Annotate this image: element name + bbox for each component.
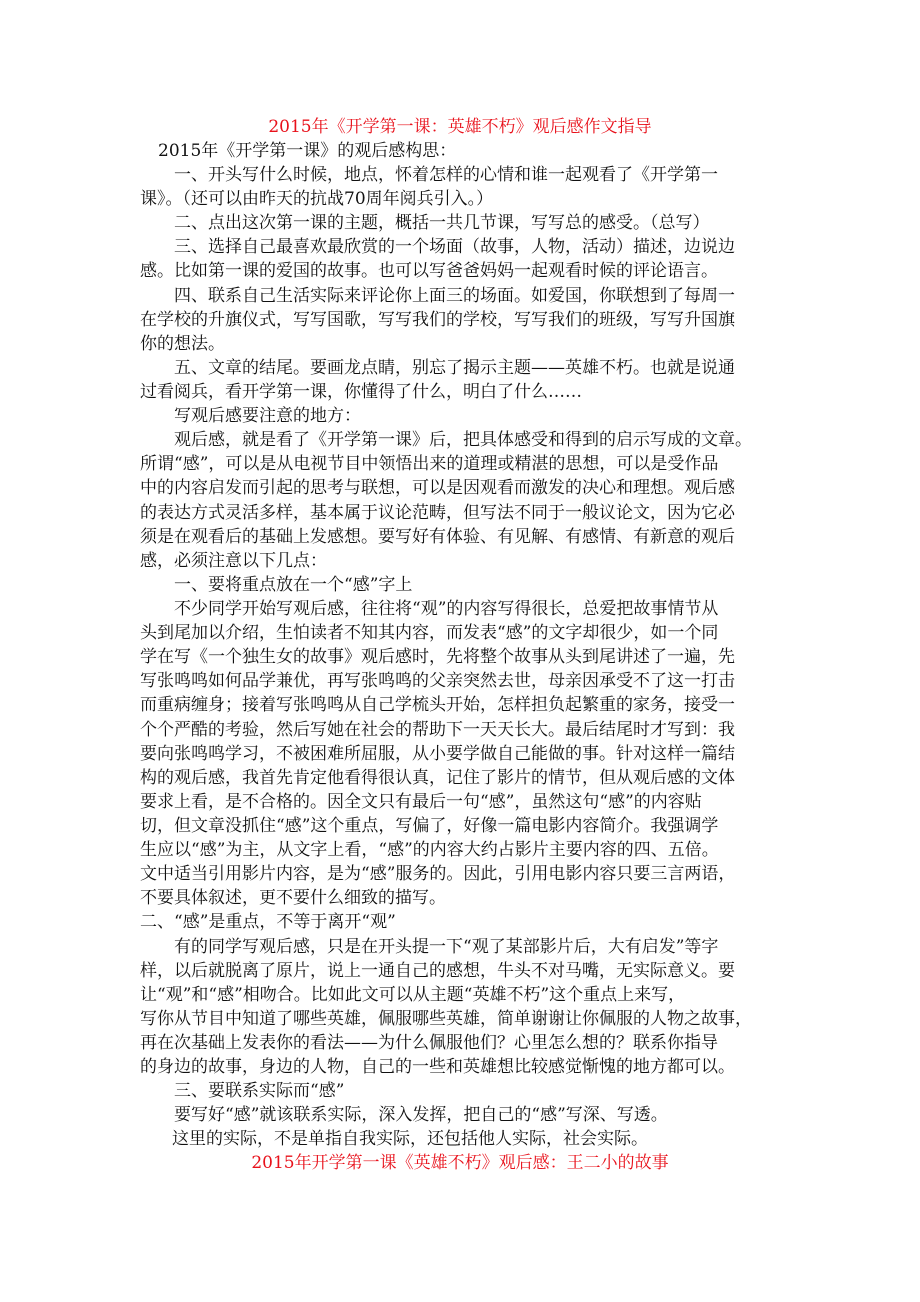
body-line: 的身边的故事，身边的人物，自己的一些和英雄想比较感觉惭愧的地方都可以。 [140, 1057, 735, 1077]
body-line: 学在写《一个独生女的故事》观后感时，先将整个故事从头到尾讲述了一遍，先 [140, 647, 735, 667]
body-line: 构的观后感，我首先肯定他看得很认真，记住了影片的情节，但从观后感的文体 [140, 768, 735, 788]
body-line: 须是在观看后的基础上发感想。要写好有体验、有见解、有感情、有新意的观后 [140, 527, 735, 547]
section-heading: 三、要联系实际而“感” [174, 1081, 345, 1101]
body-line: 头到尾加以介绍，生怕读者不知其内容，而发表“感”的文字却很少，如一个同 [140, 623, 719, 643]
body-line: 过看阅兵，看开学第一课，你懂得了什么，明白了什么…… [140, 382, 582, 402]
body-line: 要向张鸣鸣学习，不被困难所屈服，从小要学做自己能做的事。针对这样一篇结 [140, 744, 735, 764]
body-line: 文中适当引用影片内容，是为“感”服务的。因此，引用电影内容只要三言两语， [140, 864, 736, 884]
document-title: 2015年《开学第一课：英雄不朽》观后感作文指导 [268, 117, 652, 137]
body-line: 个个严酷的考验，然后写她在社会的帮助下一天天长大。最后结尾时才写到：我 [140, 720, 735, 740]
body-line: 的表达方式灵活多样，基本属于议论范畴，但写法不同于一般议论文，因为它必 [140, 503, 735, 523]
body-line: 切，但文章没抓住“感”这个重点，写偏了，好像一篇电影内容简介。我强调学 [140, 816, 719, 836]
body-line: 而重病缠身；接着写张鸣鸣从自己学梳头开始，怎样担负起繁重的家务，接受一 [140, 695, 735, 715]
body-line: 让“观”和“感”相吻合。比如此文可以从主题“英雄不朽”这个重点上来写， [140, 985, 686, 1005]
body-line: 所谓“感”，可以是从电视节目中领悟出来的道理或精湛的思想，可以是受作品 [140, 454, 719, 474]
body-line: 要求上看，是不合格的。因全文只有最后一句“感”，虽然这句“感”的内容贴 [140, 792, 702, 812]
body-line: 写张鸣鸣如何品学兼优，再写张鸣鸣的父亲突然去世，母亲因承受不了这一打击 [140, 671, 735, 691]
body-line: 有的同学写观后感，只是在开头提一下“观了某部影片后，大有启发”等字 [174, 937, 719, 957]
body-line: 不少同学开始写观后感，往往将“观”的内容写得很长，总爱把故事情节从 [174, 599, 719, 619]
body-line: 观后感，就是看了《开学第一课》后，把具体感受和得到的启示写成的文章。 [174, 430, 752, 450]
body-line: 你的想法。 [140, 334, 225, 354]
body-line: 感，必须注意以下几点： [140, 551, 327, 571]
body-line: 样，以后就脱离了原片，说上一通自己的感想，牛头不对马嘴，无实际意义。要 [140, 961, 735, 981]
body-line: 这里的实际，不是单指自我实际，还包括他人实际，社会实际。 [172, 1129, 648, 1149]
body-line: 感。比如第一课的爱国的故事。也可以写爸爸妈妈一起观看时候的评论语言。 [140, 261, 718, 281]
body-line: 二、点出这次第一课的主题，概括一共几节课，写写总的感受。（总写） [174, 213, 710, 233]
body-line: 不要具体叙述，更不要什么细致的描写。 [140, 888, 446, 908]
body-line: 要写好“感”就该联系实际，深入发挥，把自己的“感”写深、写透。 [174, 1105, 668, 1125]
body-line: 一、开头写什么时候，地点，怀着怎样的心情和谁一起观看了《开学第一 [174, 165, 718, 185]
body-line: 生应以“感”为主，从文字上看，“感”的内容大约占影片主要内容的四、五倍。 [140, 840, 719, 860]
body-line: 一、要将重点放在一个“感”字上 [174, 575, 413, 595]
body-line: 写观后感要注意的地方： [174, 406, 361, 426]
body-line: 三、选择自己最喜欢最欣赏的一个场面（故事，人物，活动）描述，边说边 [174, 237, 735, 257]
body-line: 五、文章的结尾。要画龙点睛，别忘了揭示主题——英雄不朽。也就是说通 [174, 358, 735, 378]
body-line: 课》。（还可以由昨天的抗战70周年阅兵引入。） [140, 189, 494, 209]
section-heading: 二、“感”是重点，不等于离开“观” [140, 912, 396, 932]
body-line: 写你从节目中知道了哪些英雄，佩服哪些英雄，简单谢谢让你佩服的人物之故事， [140, 1009, 752, 1029]
next-article-title: 2015年开学第一课《英雄不朽》观后感：王二小的故事 [251, 1153, 669, 1173]
body-line: 中的内容启发而引起的思考与联想，可以是因观看而激发的决心和理想。观后感 [140, 478, 735, 498]
body-line: 2015年《开学第一课》的观后感构思： [158, 141, 457, 161]
body-line: 在学校的升旗仪式，写写国歌，写写我们的学校，写写我们的班级，写写升国旗 [140, 310, 735, 330]
body-line: 四、联系自己生活实际来评论你上面三的场面。如爱国，你联想到了每周一 [174, 286, 735, 306]
body-line: 再在次基础上发表你的看法——为什么佩服他们？心里怎么想的？联系你指导 [140, 1033, 718, 1053]
